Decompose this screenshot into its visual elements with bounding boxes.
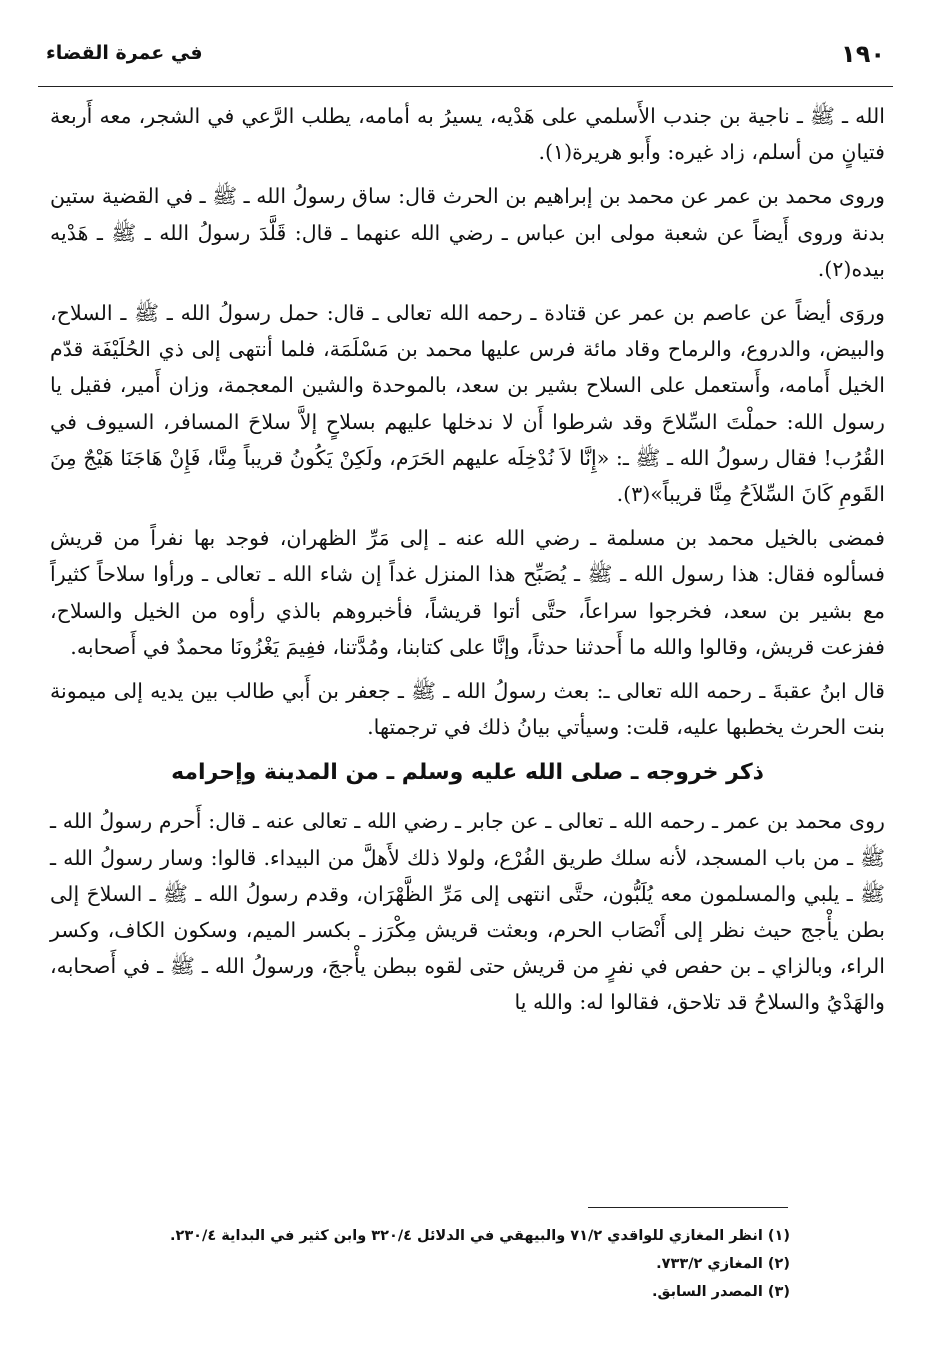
- page-body: [50, 98, 885, 1029]
- footnote-1: (١) انظر المغازي للواقدي ٧١/٢ والبيهقي في الدلائل ٣٢٠/٤ وابن كثير في البداية ٢٣٠/٤.: [169, 1228, 790, 1244]
- footnote-2: (٢) المغازي ٧٣٣/٢.: [656, 1256, 790, 1272]
- header-rule: [38, 86, 893, 87]
- footnote-rule: [588, 1207, 788, 1208]
- paragraph: وروَى أيضاً عن عاصم بن عمر عن قتادة ـ رحمه الله تعالى ـ قال: حمل رسولُ الله ـ ﷺ ـ السلاح، والبيض، والدروع، والرماح وقاد مائة فرس عليها محمد بن مَسْلَمَة، فلما أنتهى إلى ذي الحُلَيْفَة قدّم الخيل أَمامه، وأَستعمل على السلاح بشير بن سعد، بالموحدة والشين المعجمة، وزان أَمير، فقيل يا رسول الله: حملْتَ السِّلاحَ وقد شرطوا أَن لا ندخلها عليهم بسلاحٍ إلاَّ سلاحَ المسافر، السيوف في القُرُب! فقال رسولُ الله ـ ﷺ ـ: «إِنَّا لاَ نُدْخِلَه عليهم الحَرَم، ولَكِنْ يَكُونُ قريباً مِنَّا، فَإِنْ هَاجَنَا هَيْجٌ مِنَ القَومِ كَانَ السِّلاَحُ مِنَّا قريباً»(٣).: [50, 301, 885, 507]
- paragraph: وروى محمد بن عمر عن محمد بن إبراهيم بن الحرث قال: ساق رسولُ الله ـ ﷺ ـ في القضية ستين بدنة وروى أَيضاً عن شعبة مولى ابن عباس ـ رضي الله عنهما ـ قال: قَلَّدَ رسولُ الله ـ ﷺ ـ هَدْيه بيده(٢).: [50, 184, 885, 281]
- section-heading: ذكر خروجه ـ صلى الله عليه وسلم ـ من المدينة وإحرامه: [171, 760, 764, 786]
- paragraph: فمضى بالخيل محمد بن مسلمة ـ رضي الله عنه ـ إلى مَرِّ الظهران، فوجد بها نفراً من قريش فسألوه فقال: هذا رسول الله ـ ﷺ ـ يُصَبِّح هذا المنزل غداً إن شاء الله ـ تعالى ـ ورأوا سلاحاً كثيراً مع بشير بن سعد، فخرجوا سراعاً، حتَّى أتوا قريشاً، فأخبروهم بالذي رأوه من الخيل والسلاح، ففزعت قريش، وقالوا والله ما أَحدثنا حدثاً، وإنَّا على كتابنا، ومُدَّتنا، ففِيمَ يَغْزُونَا محمدٌ في أَصحابه.: [50, 526, 885, 659]
- paragraph: الله ـ ﷺ ـ ناجية بن جندب الأَسلمي على هَدْيه، يسيرُ به أمامه، يطلب الرَّعي في الشجر، معه أَربعة فتيانٍ من أسلم، زاد غيره: وأَبو هريرة(١).: [50, 104, 885, 165]
- running-title: في عمرة القضاء: [46, 42, 203, 64]
- footnote-3: (٣) المصدر السابق.: [651, 1284, 790, 1300]
- footnotes: [50, 1222, 790, 1306]
- page-number: ١٩٠: [841, 40, 885, 68]
- paragraph: روى محمد بن عمر ـ رحمه الله ـ تعالى ـ عن جابر ـ رضي الله ـ تعالى عنه ـ قال: أَحرم رسولُ الله ـ ﷺ ـ من باب المسجد، لأنه سلك طريق الفُرْع، ولولا ذلك لأَهلَّ من البيداء. قالوا: وسار رسولُ الله ـ ﷺ ـ يلبي والمسلمون معه يُلَبُّون، حتَّى انتهى إلى مَرِّ الظَّهْرَان، وقدم رسولُ الله ـ ﷺ ـ السلاحَ إلى بطن يأْجج حيث نظر إلى أَنْصَاب الحرم، وبعثت قريش مِكْرَز ـ بكسر الميم، وسكون الكاف، وكسر الراء، وبالزاي ـ بن حفص في نفرٍ من قريش حتى لقوه ببطن يأْججَ، ورسولُ الله ـ ﷺ ـ في أَصحابه، والهَدْيُ والسلاحُ قد تلاحق، فقالوا له: والله يا: [50, 809, 885, 1015]
- paragraph: قال ابنُ عقبةَ ـ رحمه الله تعالى ـ: بعث رسولُ الله ـ ﷺ ـ جعفر بن أَبي طالب بين يديه إلى ميمونة بنت الحرث يخطبها عليه، قلت: وسيأتي بيانُ ذلك في ترجمتها.: [50, 679, 885, 740]
- page-header: [38, 36, 893, 84]
